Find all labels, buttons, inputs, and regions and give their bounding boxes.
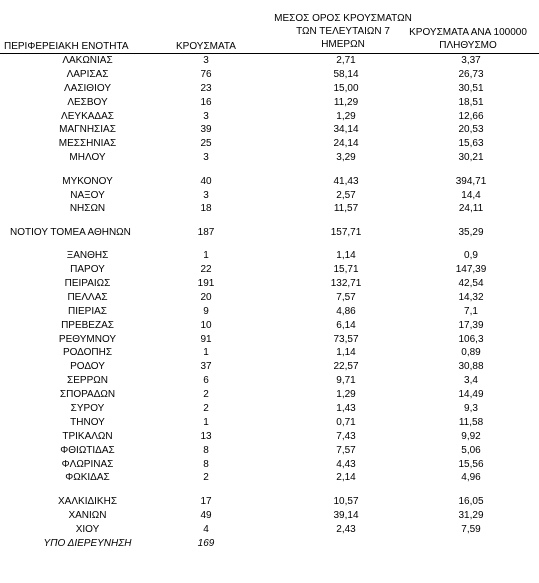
seven-day-average-cell: 1,14 xyxy=(336,347,356,359)
cases-per-100k-cell: 16,05 xyxy=(458,495,484,507)
region-name-cell: ΡΕΘΥΜΝΟΥ xyxy=(58,333,117,345)
seven-day-average-cell: 11,29 xyxy=(333,96,359,108)
cases-cell: 8 xyxy=(203,444,209,456)
header-region: ΠΕΡΙΦΕΡΕΙΑΚΗ ΕΝΟΤΗΤΑ xyxy=(4,41,129,52)
cases-per-100k-cell: 30,21 xyxy=(458,152,484,164)
cases-per-100k-cell: 42,54 xyxy=(458,277,484,289)
table-row xyxy=(0,202,539,216)
region-name-cell: ΛΑΡΙΣΑΣ xyxy=(66,68,109,80)
cases-cell: 39 xyxy=(200,124,212,136)
region-name-cell: ΣΠΟΡΑΔΩΝ xyxy=(59,389,116,401)
region-name-cell: ΦΩΚΙΔΑΣ xyxy=(65,472,110,484)
cases-cell: 17 xyxy=(200,495,212,507)
region-name-cell: ΜΗΛΟΥ xyxy=(69,152,106,164)
seven-day-average-cell: 2,43 xyxy=(336,523,356,535)
cases-cell: 3 xyxy=(203,55,209,66)
region-name-cell: ΥΠΟ ΔΙΕΡΕΥΝΗΣΗ xyxy=(43,537,132,549)
region-name-cell: ΣΥΡΟΥ xyxy=(70,402,105,414)
region-name-cell: ΧΑΛΚΙΔΙΚΗΣ xyxy=(58,495,117,507)
region-name-cell: ΛΑΣΙΘΙΟΥ xyxy=(64,82,111,94)
cases-per-100k-cell: 17,39 xyxy=(458,319,484,331)
table-row xyxy=(0,444,539,458)
table-row xyxy=(0,388,539,402)
seven-day-average-cell: 1,43 xyxy=(336,402,356,414)
cases-cell: 9 xyxy=(203,305,209,317)
region-name-cell: ΣΕΡΡΩΝ xyxy=(67,375,108,387)
cases-cell: 3 xyxy=(203,189,209,201)
cases-per-100k-cell: 0,89 xyxy=(461,347,481,359)
region-name-cell: ΜΑΓΝΗΣΙΑΣ xyxy=(59,124,116,136)
seven-day-average-cell: 3,29 xyxy=(336,152,356,164)
table-row xyxy=(0,137,539,151)
cases-per-100k-cell: 14,49 xyxy=(458,389,484,401)
cases-per-100k-cell: 24,11 xyxy=(458,203,484,215)
seven-day-average-cell: 41,43 xyxy=(333,175,359,187)
header-per-line-2: ΠΛΗΘΥΣΜΟ xyxy=(439,40,497,51)
seven-day-average-cell: 24,14 xyxy=(333,138,359,150)
table-row xyxy=(0,416,539,430)
region-name-cell: ΠΡΕΒΕΖΑΣ xyxy=(61,319,114,331)
cases-cell: 1 xyxy=(203,347,209,359)
cases-per-100k-cell: 15,63 xyxy=(458,138,484,150)
seven-day-average-cell: 10,57 xyxy=(333,495,359,507)
table-row xyxy=(0,54,539,68)
table-row xyxy=(0,226,539,240)
cases-cell: 18 xyxy=(200,203,212,215)
cases-per-100k-cell: 147,39 xyxy=(455,264,487,276)
cases-cell: 169 xyxy=(197,537,215,549)
cases-per-100k-cell: 9,92 xyxy=(461,430,481,442)
cases-per-100k-cell: 7,59 xyxy=(461,523,481,535)
table-row xyxy=(0,537,539,551)
table-row xyxy=(0,374,539,388)
region-name-cell: ΠΕΛΛΑΣ xyxy=(67,291,108,303)
cases-per-100k-cell: 106,3 xyxy=(458,333,484,345)
cases-per-100k-cell: 14,32 xyxy=(458,291,484,303)
cases-per-100k-cell: 7,1 xyxy=(464,305,478,317)
region-name-cell: ΦΘΙΩΤΙΔΑΣ xyxy=(60,444,115,456)
cases-cell: 13 xyxy=(200,430,212,442)
region-name-cell: ΜΥΚΟΝΟΥ xyxy=(62,175,113,187)
cases-per-100k-cell: 9,3 xyxy=(464,402,478,414)
table-row xyxy=(0,305,539,319)
table-row xyxy=(0,360,539,374)
table-row xyxy=(0,82,539,96)
seven-day-average-cell: 7,57 xyxy=(336,444,356,456)
cases-per-100k-cell: 14,4 xyxy=(461,189,481,201)
region-name-cell: ΜΕΣΣΗΝΙΑΣ xyxy=(58,138,117,150)
table-row xyxy=(0,123,539,137)
table-row xyxy=(0,110,539,124)
region-name-cell: ΝΗΣΩΝ xyxy=(69,203,106,215)
table-row xyxy=(0,430,539,444)
cases-cell: 2 xyxy=(203,389,209,401)
seven-day-average-cell: 58,14 xyxy=(333,68,359,80)
cases-cell: 8 xyxy=(203,458,209,470)
seven-day-average-cell: 4,43 xyxy=(336,458,356,470)
table-row xyxy=(0,523,539,537)
seven-day-average-cell: 73,57 xyxy=(333,333,359,345)
table-row xyxy=(0,319,539,333)
cases-per-100k-cell: 35,29 xyxy=(458,226,484,238)
table-row xyxy=(0,458,539,472)
region-name-cell: ΦΛΩΡΙΝΑΣ xyxy=(61,458,114,470)
table-row xyxy=(0,509,539,523)
seven-day-average-cell: 4,86 xyxy=(336,305,356,317)
cases-cell: 20 xyxy=(200,291,212,303)
cases-cell: 2 xyxy=(203,472,209,484)
cases-cell: 40 xyxy=(200,175,212,187)
cases-per-100k-cell: 31,29 xyxy=(458,509,484,521)
table-row xyxy=(0,291,539,305)
table-row xyxy=(0,189,539,203)
cases-cell: 16 xyxy=(200,96,212,108)
cases-per-100k-cell: 12,66 xyxy=(458,110,484,122)
header-seven-day-average xyxy=(268,12,418,51)
header-per-line-1: ΚΡΟΥΣΜΑΤΑ ΑΝΑ 100000 xyxy=(409,27,527,38)
table-row xyxy=(0,495,539,509)
cases-cell: 22 xyxy=(200,264,212,276)
table-row xyxy=(0,471,539,485)
cases-cell: 91 xyxy=(200,333,212,345)
seven-day-average-cell: 1,29 xyxy=(336,389,356,401)
header-cases: ΚΡΟΥΣΜΑΤΑ xyxy=(176,41,236,52)
cases-cell: 3 xyxy=(203,152,209,164)
region-name-cell: ΝΟΤΙΟΥ ΤΟΜΕΑ ΑΘΗΝΩΝ xyxy=(10,226,131,238)
cases-cell: 1 xyxy=(203,250,209,262)
region-name-cell: ΛΕΥΚΑΔΑΣ xyxy=(61,110,114,122)
cases-per-100k-cell: 30,88 xyxy=(458,361,484,373)
table-row xyxy=(0,402,539,416)
seven-day-average-cell: 6,14 xyxy=(336,319,356,331)
cases-per-100k-cell: 0,9 xyxy=(464,250,478,262)
cases-cell: 4 xyxy=(203,523,209,535)
seven-day-average-cell: 1,29 xyxy=(336,110,356,122)
table-row xyxy=(0,175,539,189)
header-avg-line-2: ΤΩΝ ΤΕΛΕΥΤΑΙΩΝ 7 xyxy=(296,26,390,37)
seven-day-average-cell: 2,14 xyxy=(336,472,356,484)
cases-per-100k-cell: 20,53 xyxy=(458,124,484,136)
seven-day-average-cell: 11,57 xyxy=(333,203,359,215)
table-body xyxy=(0,54,539,550)
region-name-cell: ΡΟΔΟΠΗΣ xyxy=(62,347,113,359)
cases-per-100k-cell: 26,73 xyxy=(458,68,484,80)
seven-day-average-cell: 15,71 xyxy=(333,264,359,276)
cases-cell: 37 xyxy=(200,361,212,373)
cases-cell: 10 xyxy=(200,319,212,331)
table-row xyxy=(0,346,539,360)
seven-day-average-cell: 132,71 xyxy=(330,277,362,289)
header-cases-per-100k xyxy=(402,26,534,52)
table-row xyxy=(0,249,539,263)
cases-cell: 23 xyxy=(200,82,212,94)
cases-per-100k-cell: 18,51 xyxy=(458,96,484,108)
cases-per-100k-cell: 4,96 xyxy=(461,472,481,484)
region-name-cell: ΠΙΕΡΙΑΣ xyxy=(68,305,107,317)
cases-per-100k-cell: 11,58 xyxy=(458,416,484,428)
table-row xyxy=(0,277,539,291)
cases-cell: 76 xyxy=(200,68,212,80)
table-row xyxy=(0,333,539,347)
region-name-cell: ΠΑΡΟΥ xyxy=(70,264,105,276)
seven-day-average-cell: 15,00 xyxy=(333,82,359,94)
table-row xyxy=(0,151,539,165)
seven-day-average-cell: 34,14 xyxy=(333,124,359,136)
region-name-cell: ΞΑΝΘΗΣ xyxy=(66,250,109,262)
seven-day-average-cell: 39,14 xyxy=(333,509,359,521)
cases-cell: 25 xyxy=(200,138,212,150)
cases-per-100k-cell: 394,71 xyxy=(455,175,487,187)
seven-day-average-cell: 2,57 xyxy=(336,189,356,201)
cases-cell: 2 xyxy=(203,402,209,414)
region-name-cell: ΤΗΝΟΥ xyxy=(70,416,105,428)
cases-per-100k-cell: 30,51 xyxy=(458,82,484,94)
cases-per-100k-cell: 15,56 xyxy=(458,458,484,470)
table-row xyxy=(0,263,539,277)
region-name-cell: ΧΙΟΥ xyxy=(75,523,100,535)
region-name-cell: ΡΟΔΟΥ xyxy=(70,361,105,373)
region-name-cell: ΝΑΞΟΥ xyxy=(70,189,105,201)
seven-day-average-cell: 9,71 xyxy=(336,375,356,387)
header-avg-line-1: ΜΕΣΟΣ ΟΡΟΣ ΚΡΟΥΣΜΑΤΩΝ xyxy=(274,13,412,24)
region-name-cell: ΠΕΙΡΑΙΩΣ xyxy=(64,277,111,289)
region-name-cell: ΛΑΚΩΝΙΑΣ xyxy=(62,55,113,66)
cases-cell: 187 xyxy=(197,226,215,238)
region-name-cell: ΧΑΝΙΩΝ xyxy=(68,509,107,521)
seven-day-average-cell: 7,57 xyxy=(336,291,356,303)
table-row xyxy=(0,68,539,82)
cases-per-100k-cell: 5,06 xyxy=(461,444,481,456)
cases-cell: 6 xyxy=(203,375,209,387)
table-row xyxy=(0,96,539,110)
cases-cell: 3 xyxy=(203,110,209,122)
seven-day-average-cell: 157,71 xyxy=(330,226,362,238)
seven-day-average-cell: 1,14 xyxy=(336,250,356,262)
seven-day-average-cell: 2,71 xyxy=(336,55,356,66)
cases-cell: 191 xyxy=(197,277,215,289)
cases-per-100k-cell: 3,37 xyxy=(461,55,481,66)
header-avg-line-3: ΗΜΕΡΩΝ xyxy=(321,39,365,50)
seven-day-average-cell: 7,43 xyxy=(336,430,356,442)
seven-day-average-cell: 22,57 xyxy=(333,361,359,373)
cases-per-100k-cell: 3,4 xyxy=(464,375,478,387)
region-name-cell: ΛΕΣΒΟΥ xyxy=(67,96,108,108)
region-name-cell: ΤΡΙΚΑΛΩΝ xyxy=(62,430,113,442)
cases-cell: 49 xyxy=(200,509,212,521)
cases-cell: 1 xyxy=(203,416,209,428)
seven-day-average-cell: 0,71 xyxy=(336,416,356,428)
